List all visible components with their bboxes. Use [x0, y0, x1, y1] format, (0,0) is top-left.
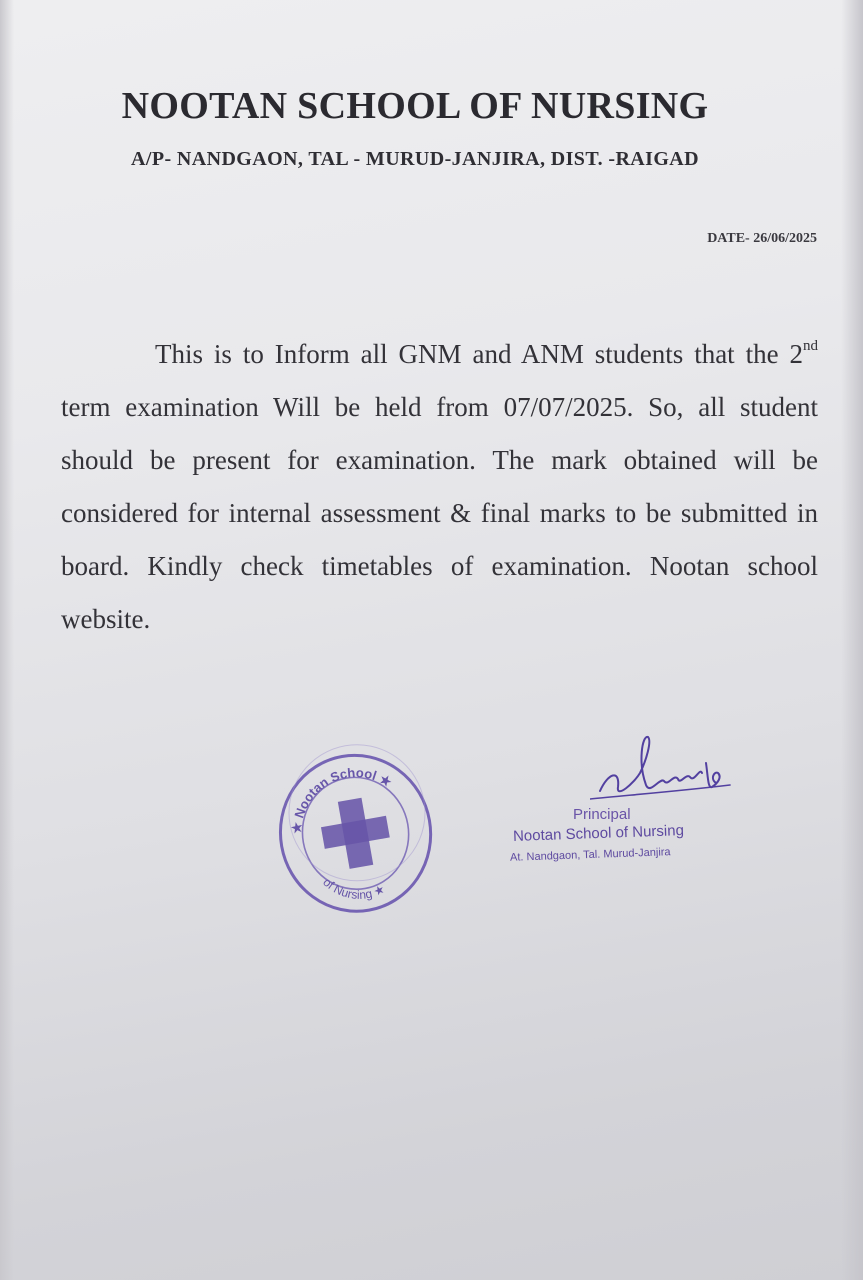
signature-block [500, 733, 740, 883]
notice-date: DATE- 26/06/2025 [707, 231, 817, 246]
school-stamp [272, 735, 442, 925]
notice-text-part2: term examination Will be held from 07/07/2025. So, all student should be present for examination. The mark obtained will be considered for internal assessment & final marks to be submitted in board. Kindly check timetables of examination. Nootan school website. [61, 392, 818, 634]
school-name: NOOTAN SCHOOL OF NURSING [121, 85, 709, 127]
notice-text-part1: This is to Inform all GNM and ANM students that the 2 [155, 339, 803, 369]
signature-title: Principal [573, 806, 631, 823]
signature-school: Nootan School of Nursing [512, 822, 685, 845]
school-address: A/P- NANDGAON, TAL - MURUD-JANJIRA, DIST. -RAIGAD [131, 148, 699, 170]
svg-text:★ Nootan School ★: ★ Nootan School ★ [288, 765, 395, 835]
svg-text:of Nursing ★: of Nursing ★ [320, 875, 388, 902]
signature-address: At. Nandgaon, Tal. Murud-Janjira [509, 846, 671, 864]
principal-signature [590, 733, 740, 813]
cross-icon [317, 794, 394, 872]
notice-body [61, 328, 818, 646]
notice-superscript: nd [803, 338, 818, 354]
